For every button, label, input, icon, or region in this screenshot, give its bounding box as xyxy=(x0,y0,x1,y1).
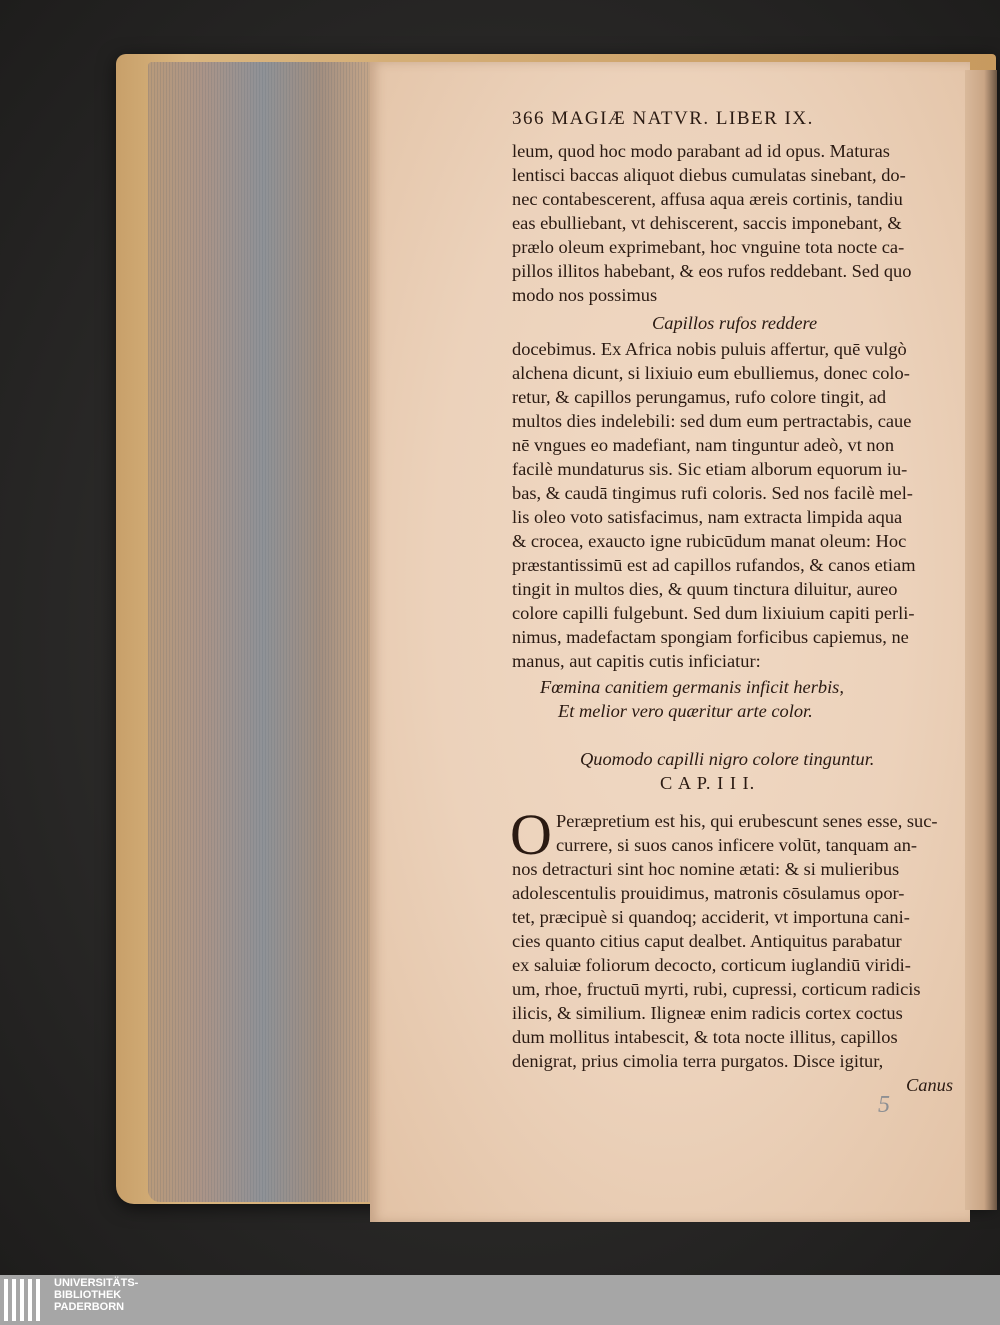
logo-line: BIBLIOTHEK xyxy=(54,1289,122,1301)
text-line: alchena dicunt, si lixiuio eum ebulliemus, donec colo- xyxy=(512,363,910,383)
text-line: pillos illitos habebant, & eos rufos reddebant. Sed quo xyxy=(512,261,912,281)
text-line: tingit in multos dies, & quum tinctura diluitur, aureo xyxy=(512,579,898,599)
running-header: 366 MAGIÆ NATVR. LIBER IX. xyxy=(512,108,814,129)
text-line: ilicis, & similium. Iligneæ enim radicis cortex coctus xyxy=(512,1003,903,1023)
next-page-edge xyxy=(965,70,997,1210)
text-line: um, rhoe, fructuū myrti, rubi, cupressi, corticum radicis xyxy=(512,979,921,999)
text-line: modo nos possimus xyxy=(512,285,658,305)
text-line: præstantissimū est ad capillos rufandos, & canos etiam xyxy=(512,555,916,575)
text-line: Peræpretium est his, qui erubescunt senes esse, suc- xyxy=(556,811,938,831)
text-line: colore capilli fulgebunt. Sed dum lixiuium capiti perli- xyxy=(512,603,915,623)
text-line: retur, & capillos perungamus, rufo colore tingit, ad xyxy=(512,387,887,407)
text-line: currere, si suos canos inficere volūt, tanquam an- xyxy=(556,835,918,855)
logo-line: UNIVERSITÄTS- xyxy=(54,1277,139,1289)
text-line: facilè mundaturus sis. Sic etiam alborum equorum iu- xyxy=(512,459,908,479)
text-line: nos detracturi sint hoc nomine ætati: & si mulieribus xyxy=(512,859,900,879)
library-logo-text xyxy=(54,1277,138,1313)
subheading: Capillos rufos reddere xyxy=(652,313,818,333)
text-line: ex saluiæ foliorum decocto, corticum iuglandiū viridi- xyxy=(512,955,911,975)
logo-line: PADERBORN xyxy=(54,1301,125,1313)
text-line: leum, quod hoc modo parabant ad id opus. Maturas xyxy=(512,141,890,161)
text-line: dum mollitus intabescit, & tota nocte illitus, capillos xyxy=(512,1027,898,1047)
drop-initial: O xyxy=(510,802,552,867)
text-line: nec contabescerent, affusa aqua æreis cortinis, tandiu xyxy=(512,189,903,209)
text-line: & crocea, exaucto igne rubicūdum manat oleum: Hoc xyxy=(512,531,907,551)
text-line: bas, & caudā tingimus rufi coloris. Sed nos facilè mel- xyxy=(512,483,913,503)
text-line: prælo oleum exprimebant, hoc vnguine tota nocte ca- xyxy=(512,237,905,257)
catchword: Canus xyxy=(906,1075,954,1095)
text-line: docebimus. Ex Africa nobis puluis affertur, quē vulgò xyxy=(512,339,907,359)
verse-line: Fœmina canitiem germanis inficit herbis, xyxy=(540,677,844,697)
text-line: lentisci baccas aliquot diebus cumulatas sinebant, do- xyxy=(512,165,906,185)
text-line: nē vngues eo madefiant, nam tinguntur adeò, vt non xyxy=(512,435,895,455)
library-footer xyxy=(0,1275,1000,1325)
text-line: cies quanto citius caput dealbet. Antiquitus parabatur xyxy=(512,931,902,951)
text-line: adolescentulis prouidimus, matronis cōsulamus opor- xyxy=(512,883,905,903)
text-line: manus, aut capitis cutis inficiatur: xyxy=(512,651,761,671)
chapter-number: C A P. I I I. xyxy=(660,773,756,793)
verse-line: Et melior vero quæritur arte color. xyxy=(558,701,813,721)
page-block-edges xyxy=(148,62,378,1202)
pencil-mark: 5 xyxy=(878,1092,890,1118)
text-line: denigrat, prius cimolia terra purgatos. Disce igitur, xyxy=(512,1051,884,1071)
text-line: eas ebulliebant, vt dehiscerent, saccis imponebant, & xyxy=(512,213,902,233)
text-line: multos dies indelebili: sed dum eum pertractabis, caue xyxy=(512,411,912,431)
text-line: lis oleo voto satisfacimus, nam extracta limpida aqua xyxy=(512,507,903,527)
library-logo-icon xyxy=(4,1279,44,1321)
text-line: nimus, madefactam spongiam forficibus capiemus, ne xyxy=(512,627,909,647)
chapter-title: Quomodo capilli nigro colore tinguntur. xyxy=(580,749,875,769)
text-line: tet, præcipuè si quandoq; acciderit, vt importuna cani- xyxy=(512,907,910,927)
